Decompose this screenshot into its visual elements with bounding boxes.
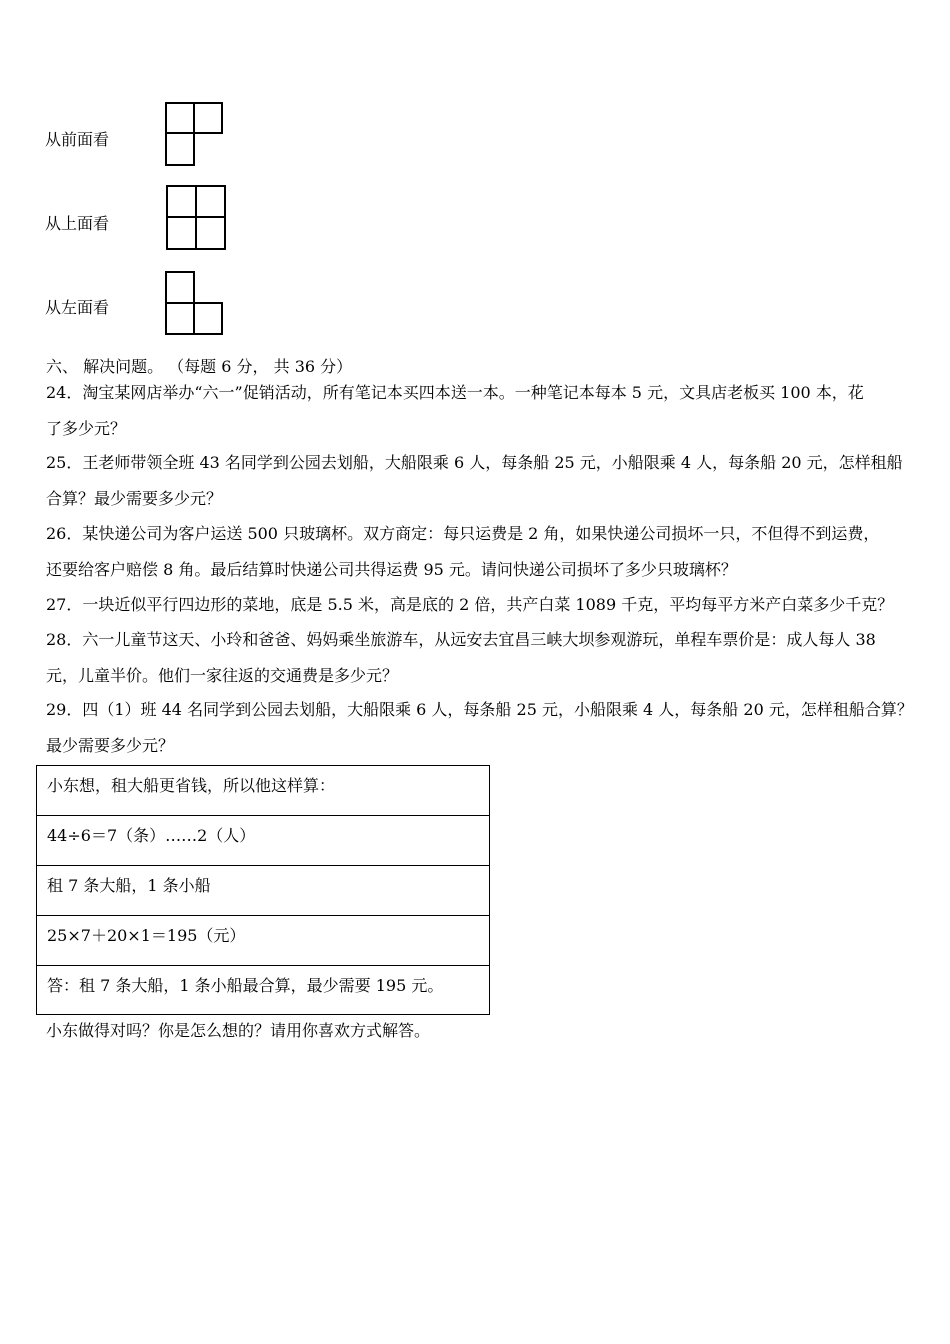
left-view-cell [193,302,223,335]
problem-29-line-1: 29．四（1）班 44 名同学到公园去划船，大船限乘 6 人，每条船 25 元，小船限乘 4 人，每条船 20 元，怎样租船合算？ [46,700,913,719]
problem-29-line-2: 最少需要多少元？ [46,736,175,755]
front-view-cell [165,102,195,134]
left-view-cell [165,302,195,335]
front-view-cell [165,132,195,166]
top-view-cell [166,185,197,218]
front-view-cell [193,102,223,134]
problem-26-line-1: 26．某快递公司为客户运送 500 只玻璃杯。双方商定：每只运费是 2 角，如果快递公司损坏一只，不但得不到运费， [46,524,880,543]
section-heading: 六、 解决问题。 （每题 6 分， 共 36 分） [46,357,353,376]
problem-27-line-1: 27．一块近似平行四边形的菜地，底是 5.5 米，高是底的 2 倍，共产白菜 1089 千克，平均每平方米产白菜多少千克？ [46,595,894,614]
problem-25-line-2: 合算？最少需要多少元？ [46,489,223,508]
top-view-cell [166,216,197,250]
problem-24-line-2: 了多少元？ [46,419,127,438]
top-view-cell [195,216,226,250]
left-view-label: 从左面看 [45,298,110,317]
problem-24-line-1: 24．淘宝某网店举办“六一”促销活动，所有笔记本买四本送一本。一种笔记本每本 5 元，文具店老板买 100 本，花 [46,383,864,402]
box-row-4: 25×7＋20×1＝195（元） [37,916,489,966]
problem-28-line-2: 元，儿童半价。他们一家往返的交通费是多少元？ [46,666,399,685]
solution-box [36,765,490,1015]
top-view-cell [195,185,226,218]
problem-26-line-2: 还要给客户赔偿 8 角。最后结算时快递公司共得运费 95 元。请问快递公司损坏了多少只玻璃杯？ [46,560,737,579]
front-view-label: 从前面看 [45,130,110,149]
top-view-label: 从上面看 [45,214,110,233]
problem-28-line-1: 28．六一儿童节这天、小玲和爸爸、妈妈乘坐旅游车，从远安去宜昌三峡大坝参观游玩，单程车票价是：成人每人 38 [46,630,876,649]
box-row-2: 44÷6＝7（条）……2（人） [37,816,489,866]
box-row-5: 答：租 7 条大船，1 条小船最合算，最少需要 195 元。 [47,976,444,995]
left-view-cell [165,271,195,304]
box-row-1: 小东想，租大船更省钱，所以他这样算： [37,766,489,816]
problem-25-line-1: 25．王老师带领全班 43 名同学到公园去划船，大船限乘 6 人，每条船 25 元，小船限乘 4 人，每条船 20 元，怎样租船 [46,453,903,472]
box-row-3: 租 7 条大船，1 条小船 [37,866,489,916]
follow-up-question: 小东做得对吗？你是怎么想的？请用你喜欢方式解答。 [46,1021,431,1040]
